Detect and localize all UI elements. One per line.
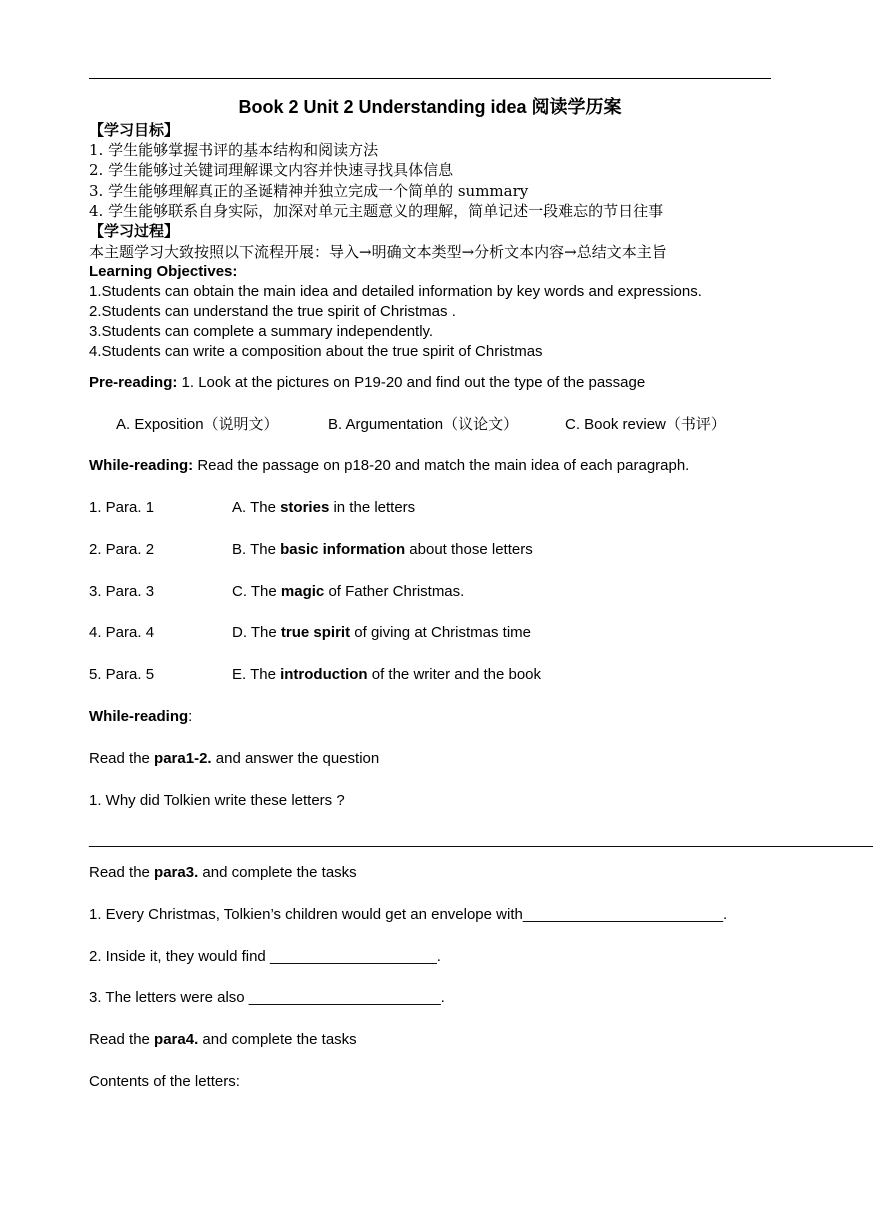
option-a: A. Exposition（说明文）: [116, 416, 279, 433]
match-item: B. The basic information about those letters: [232, 541, 533, 558]
goal-item: 4. 学生能够联系自身实际，加深对单元主题意义的理解，简单记述一段难忘的节日往事: [89, 202, 664, 220]
prereading-line: [89, 373, 645, 393]
page-title: Book 2 Unit 2 Understanding idea 阅读学历案: [238, 97, 622, 117]
match-item: C. The magic of Father Christmas.: [232, 583, 465, 600]
goals-heading: 【学习目标】: [89, 121, 180, 139]
objective-item: 4.Students can write a composition about the true spirit of Christmas: [89, 343, 543, 360]
whilereading-text: Read the passage on p18-20 and match the main idea of each paragraph.: [193, 457, 690, 474]
match-item: A. The stories in the letters: [232, 499, 416, 516]
process-heading: 【学习过程】: [89, 222, 180, 240]
option-b: B. Argumentation（议论文）: [328, 416, 519, 433]
para-label: 1. Para. 1: [89, 499, 155, 516]
task2-instruction: Read the para3. and complete the tasks: [89, 864, 357, 881]
para-label: 3. Para. 3: [89, 583, 155, 600]
answer-blank[interactable]: ______________________________________________________________________________________________: [89, 831, 873, 848]
task3-instruction: Read the para4. and complete the tasks: [89, 1031, 357, 1048]
task2-item[interactable]: 2. Inside it, they would find ____________________.: [89, 948, 441, 965]
header-rule: [89, 78, 771, 79]
whilereading-line: [89, 456, 689, 476]
contents-label: Contents of the letters:: [89, 1073, 240, 1090]
goal-item: 1. 学生能够掌握书评的基本结构和阅读方法: [89, 141, 379, 159]
objective-item: 1.Students can obtain the main idea and detailed information by key words and expressions.: [89, 283, 702, 300]
match-item: D. The true spirit of giving at Christmas time: [232, 624, 532, 641]
prereading-text: 1. Look at the pictures on P19-20 and find out the type of the passage: [177, 374, 646, 391]
objective-item: 3.Students can complete a summary independently.: [89, 323, 434, 340]
task2-item[interactable]: 1. Every Christmas, Tolkien’s children would get an envelope with________________________.: [89, 906, 728, 923]
para-label: 4. Para. 4: [89, 624, 155, 641]
para-label: 2. Para. 2: [89, 541, 155, 558]
objective-item: 2.Students can understand the true spirit of Christmas .: [89, 303, 456, 320]
process-intro: 本主题学习大致按照以下流程开展：导入→明确文本类型→分析文本内容→总结文本主旨: [89, 243, 667, 261]
option-c: C. Book review（书评）: [565, 416, 726, 433]
prereading-label: Pre-reading:: [89, 374, 178, 391]
whilereading-label: While-reading:: [89, 457, 194, 474]
goal-item: 3. 学生能够理解真正的圣诞精神并独立完成一个简单的 summary: [89, 182, 529, 200]
task1-instruction: Read the para1-2. and answer the question: [89, 750, 380, 767]
question-1: 1. Why did Tolkien write these letters ?: [89, 792, 345, 809]
para-label: 5. Para. 5: [89, 666, 155, 683]
objectives-heading: Learning Objectives:: [89, 263, 238, 280]
whilereading2-label: While-reading: [89, 708, 189, 725]
whilereading2-line: While-reading:: [89, 708, 193, 725]
goal-item: 2. 学生能够过关键词理解课文内容并快速寻找具体信息: [89, 161, 454, 179]
task2-item[interactable]: 3. The letters were also _______________________.: [89, 989, 445, 1006]
match-item: E. The introduction of the writer and the book: [232, 666, 542, 683]
